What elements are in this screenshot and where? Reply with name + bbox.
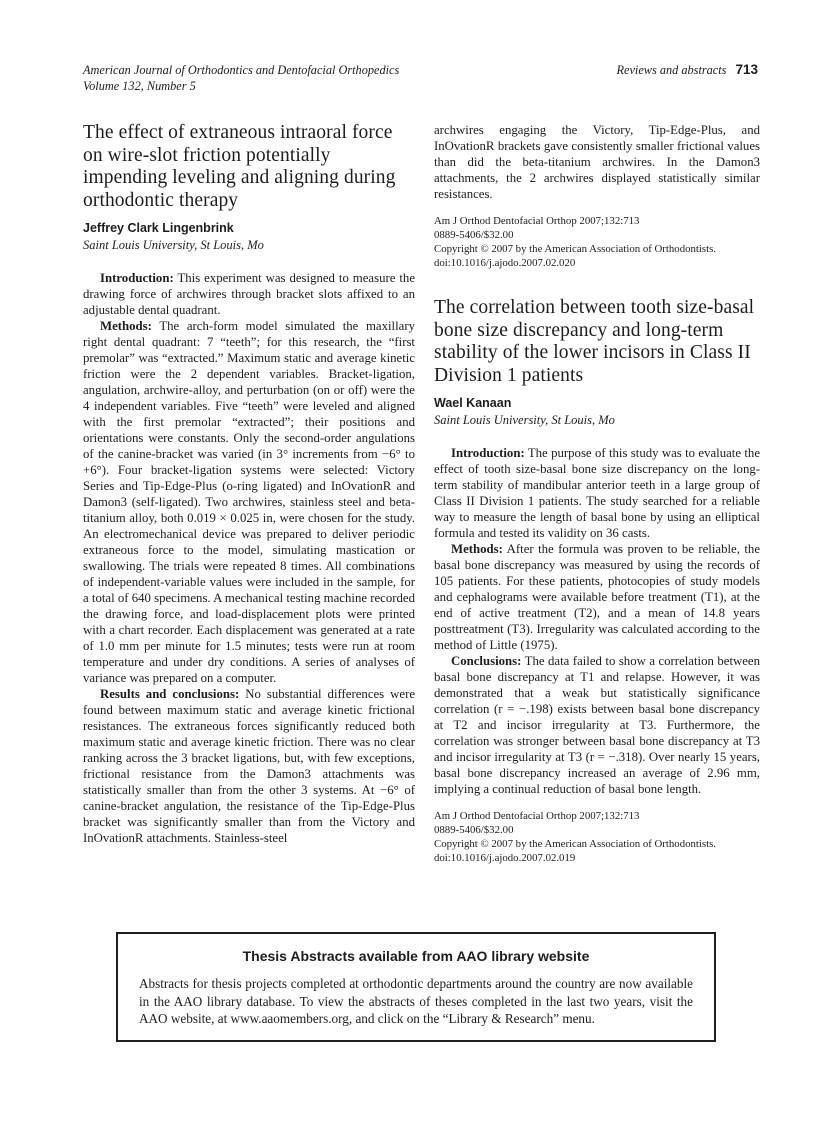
journal-name: American Journal of Orthodontics and Dentofacial Orthopedics: [83, 63, 400, 77]
section-label: Results and conclusions:: [100, 687, 240, 701]
article1-methods-paragraph: [83, 318, 415, 686]
article1-results-paragraph: [83, 686, 415, 846]
section-label: Methods:: [100, 319, 152, 333]
section-label: Introduction:: [100, 271, 174, 285]
article2-methods-paragraph: [434, 541, 760, 653]
article2-author: Wael Kanaan: [434, 396, 512, 410]
page-number: 713: [735, 62, 758, 77]
article2-introduction-paragraph: [434, 445, 760, 541]
section-text: After the formula was proven to be reliable, the basal bone discrepancy was measured by using the records of 105 patients. For these patients, photocopies of study models and cephalograms were available before treatment (T1), at the end of active treatment (T2), and a mean of 14.8 years posttreatment (T3). Irregularity was calculated according to the method of Little (1975).: [434, 542, 761, 652]
article1-title: The effect of extraneous intraoral force on wire-slot friction potentially impending leveling and aligning during orthodontic therapy: [83, 122, 396, 211]
article1-author: Jeffrey Clark Lingenbrink: [83, 221, 234, 235]
journal-identification: [83, 62, 399, 94]
article1-introduction-paragraph: [83, 270, 415, 318]
section-text: No substantial differences were found between maximum static and average kinetic frictional resistances. The extraneous forces significantly reduced both maximum static and average kinetic friction. There was no clear ranking across the 3 bracket ligations, but, with few exceptions, frictional resistance from the Damon3 attachments was statistically smaller than from the other 3 systems. At −6° of canine-bracket angulation, the resistance of the Tip-Edge-Plus bracket was significantly smaller than from the Victory and InOvationR attachments. Stainless-steel: [83, 687, 416, 845]
citation-line: 0889-5406/$32.00: [434, 229, 514, 241]
article2-title: The correlation between tooth size-basal bone size discrepancy and long-term stability of the lower incisors in Class II Division 1 patients: [434, 297, 755, 386]
article2: [434, 297, 760, 865]
article2-abstract: [434, 445, 760, 797]
section-label: Conclusions:: [451, 654, 522, 668]
section-title: Reviews and abstracts: [616, 63, 727, 77]
running-head: [83, 62, 758, 94]
citation-line: Copyright © 2007 by the American Association of Orthodontists.: [434, 243, 716, 255]
two-column-body: [83, 122, 760, 865]
article2-citation: [434, 809, 760, 865]
article2-affiliation: Saint Louis University, St Louis, Mo: [434, 413, 615, 427]
article2-conclusions-paragraph: [434, 653, 760, 797]
article1-continuation-paragraph: [434, 122, 760, 202]
article1-citation: [434, 214, 760, 270]
left-column: [83, 122, 415, 865]
section-text: The arch-form model simulated the maxillary right dental quadrant: 7 “teeth”; for this research, the “first premolar” was “extracted.” Maximum static and average kinetic friction were the 2 dependent variables. Bracket-ligation, angulation, archwire-alloy, and perturbation (on or off) were the 4 independent variables. Five “teeth” were leveled and aligned with the first premolar “extracted”; their positions and orientations were constants. Only the second-order angulations of the canine-bracket was varied (in 3° increments from −6° to +6°). Four bracket-ligation systems were selected: Victory Series and Tip-Edge-Plus (o-ring ligated) and InOvationR and Damon3 (self-ligated). Two archwires, stainless steel and beta-titanium alloy, both 0.019 × 0.025 in, were chosen for the study. An electromechanical device was prepared to deliver periodic extraneous force to the model, simulating mastication or swallowing. The trials were repeated 8 times. All combinations of independent-variable values were included in the sample, for a total of 640 specimens. A mechanical testing machine recorded the drawing force, and load-displacement plots were printed with a chart recorder. Each displacement was generated at a rate of 1.0 mm per minute for 1.5 minutes; tests were run at room temperature and under dry conditions. A series of analyses of variance was prepared on a computer.: [83, 319, 416, 685]
section-text: archwires engaging the Victory, Tip-Edge-Plus, and InOvationR brackets gave consistently smaller frictional values than did the beta-titanium archwires. In the Damon3 attachments, the 2 archwires displayed statistically similar resistances.: [434, 123, 760, 201]
citation-line: Am J Orthod Dentofacial Orthop 2007;132:713: [434, 215, 640, 227]
right-column: [434, 122, 760, 865]
running-head-right: [616, 62, 758, 78]
notice-box-title: Thesis Abstracts available from AAO library website: [242, 948, 590, 964]
notice-box-body: Abstracts for thesis projects completed at orthodontic departments around the country are now available in the AAO library database. To view the abstracts of theses completed in the last two years, visit the AAO website, at www.aaomembers.org, and click on the “Library & Research” menu.: [139, 976, 693, 1026]
citation-line: 0889-5406/$32.00: [434, 824, 514, 836]
section-label: Methods:: [451, 542, 503, 556]
article1-abstract: [83, 270, 415, 846]
section-label: Introduction:: [451, 446, 525, 460]
citation-line: doi:10.1016/j.ajodo.2007.02.019: [434, 852, 576, 864]
section-text: This experiment was designed to measure the drawing force of archwires through bracket slots affixed to an adjustable dental quadrant.: [83, 271, 416, 317]
section-text: The purpose of this study was to evaluate the effect of tooth size-basal bone size discrepancy on the long-term stability of mandibular anterior teeth in a large group of Class II Division 1 patients. The study searched for a reliable way to measure the length of basal bone by using an elliptical formula and tested its validity on 36 casts.: [434, 446, 761, 540]
citation-line: Am J Orthod Dentofacial Orthop 2007;132:713: [434, 810, 640, 822]
citation-line: doi:10.1016/j.ajodo.2007.02.020: [434, 257, 576, 269]
thesis-abstracts-notice-box: [116, 932, 716, 1042]
journal-volume-line: Volume 132, Number 5: [83, 79, 196, 93]
citation-line: Copyright © 2007 by the American Association of Orthodontists.: [434, 838, 716, 850]
article1-affiliation: Saint Louis University, St Louis, Mo: [83, 238, 264, 252]
section-text: The data failed to show a correlation between basal bone discrepancy at T1 and relapse. However, it was demonstrated that a weak but statistically significance correlation (r = −.198) exists between basal bone discrepancy at T2 and incisor irregularity at T3. Furthermore, the correlation was stronger between basal bone discrepancy at T3 and incisor irregularity at T3 (r = −.318). Over nearly 15 years, basal bone discrepancy increased an average of 2.96 mm, implying a continual reduction of basal bone length.: [434, 654, 760, 796]
